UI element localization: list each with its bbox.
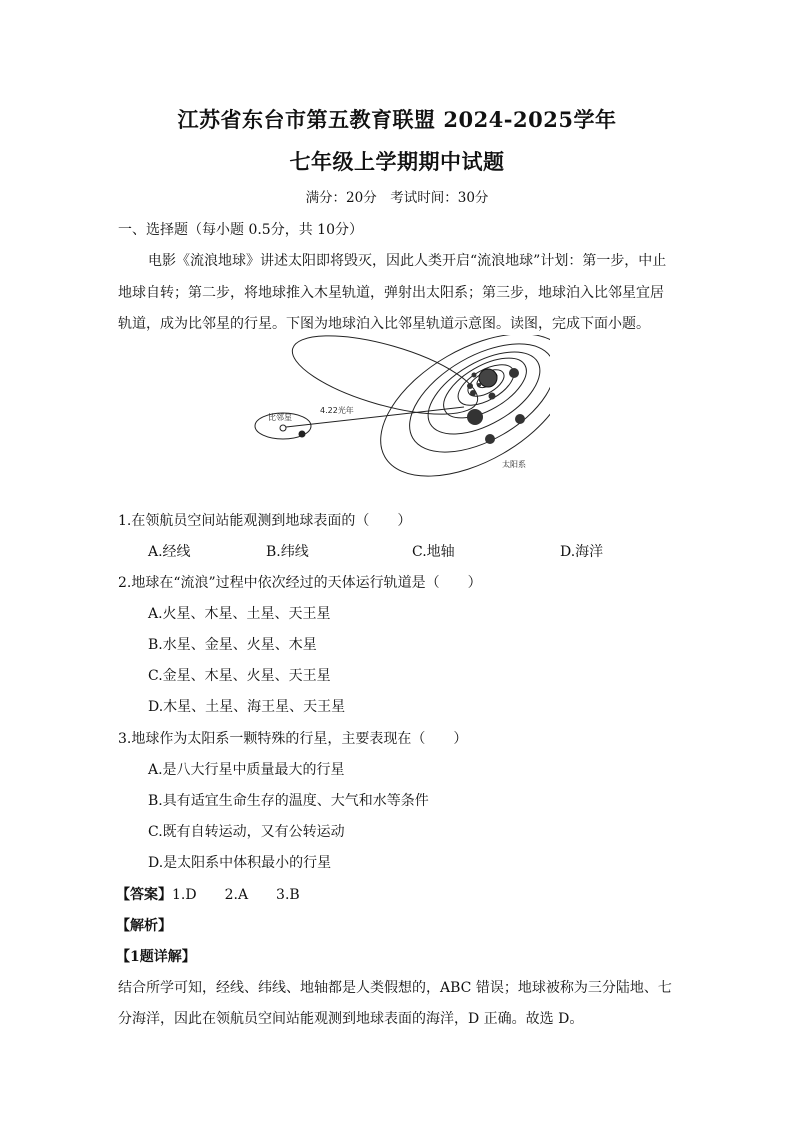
orbit-5 [415,335,550,451]
analysis-sub-label: 【1题详解】 [116,949,196,965]
question-1-option-b[interactable]: B.纬线 [266,544,309,560]
planet-icon [489,393,496,400]
question-3-option-a[interactable]: A.是八大行星中质量最大的行星 [148,762,345,778]
answer-line [116,884,300,904]
question-3-option-c[interactable]: C.既有自转运动，又有公转运动 [148,824,345,840]
passage-line-3: 轨道，成为比邻星的行星。下图为地球泊入比邻星轨道示意图。读图，完成下面小题。 [118,316,650,332]
orbit-diagram [250,335,550,485]
solar-system-label: 太阳系 [502,460,526,469]
answer-values: 1.D 2.A 3.B [172,887,300,903]
earth-icon [299,431,306,438]
analysis-label: 【解析】 [116,918,172,934]
planet-icon [470,390,476,396]
planet-icon [467,383,473,389]
planet-icon [477,383,481,387]
question-3-option-b[interactable]: B.具有适宜生命生存的温度、大气和水等条件 [148,793,429,809]
analysis-line-2: 分海洋，因此在领航员空间站能观测到地球表面的海洋，D 正确。故选 D。 [118,1011,584,1027]
distance-line [286,407,464,427]
title-line-1: 江苏省东台市第五教育联盟 2024-2025学年 [177,107,617,132]
passage-line-2: 地球自转；第二步，将地球推入木星轨道，弹射出太阳系；第三步，地球泊入比邻星宜居 [118,285,664,301]
question-3-option-d[interactable]: D.是太阳系中体积最小的行星 [148,855,332,871]
distance-label: 4.22光年 [320,406,354,415]
question-2-option-b[interactable]: B.水星、金星、火星、木星 [148,637,317,653]
planet-icon [472,373,477,378]
question-2-option-c[interactable]: C.金星、木星、火星、天王星 [148,668,331,684]
passage-line-1: 电影《流浪地球》讲述太阳即将毁灭，因此人类开启“流浪地球”计划：第一步，中止 [148,253,667,269]
analysis-line-1: 结合所学可知，经线、纬线、地轴都是人类假想的，ABC 错误；地球被称为三分陆地、七 [118,980,672,996]
exam-meta: 满分：20分 考试时间：30分 [305,190,489,206]
title-line-2: 七年级上学期期中试题 [289,149,505,174]
orbit-diagram-svg [250,335,550,485]
proxima-star-icon [280,425,286,431]
planet-icon [509,368,519,378]
answer-label: 【答案】 [116,887,172,903]
question-3-stem: 3.地球作为太阳系一颗特殊的行星，主要表现在（ ） [118,731,468,747]
orbit-6 [392,335,550,474]
question-2-option-d[interactable]: D.木星、土星、海王星、天王星 [148,699,346,715]
planet-icon [485,434,495,444]
planet-icon [515,414,525,424]
proxima-label: 比邻星 [268,413,292,422]
sun-icon [479,369,497,387]
question-1-option-c[interactable]: C.地轴 [412,544,455,560]
section-heading: 一、选择题（每小题 0.5分，共 10分） [118,222,363,238]
question-1-option-d[interactable]: D.海洋 [560,544,604,560]
question-1-option-a[interactable]: A.经线 [148,544,191,560]
question-2-option-a[interactable]: A.火星、木星、土星、天王星 [148,606,331,622]
jupiter-icon [467,409,483,425]
question-2-stem: 2.地球在“流浪”过程中依次经过的天体运行轨道是（ ） [118,575,482,591]
question-1-stem: 1.在领航员空间站能观测到地球表面的（ ） [118,513,412,529]
